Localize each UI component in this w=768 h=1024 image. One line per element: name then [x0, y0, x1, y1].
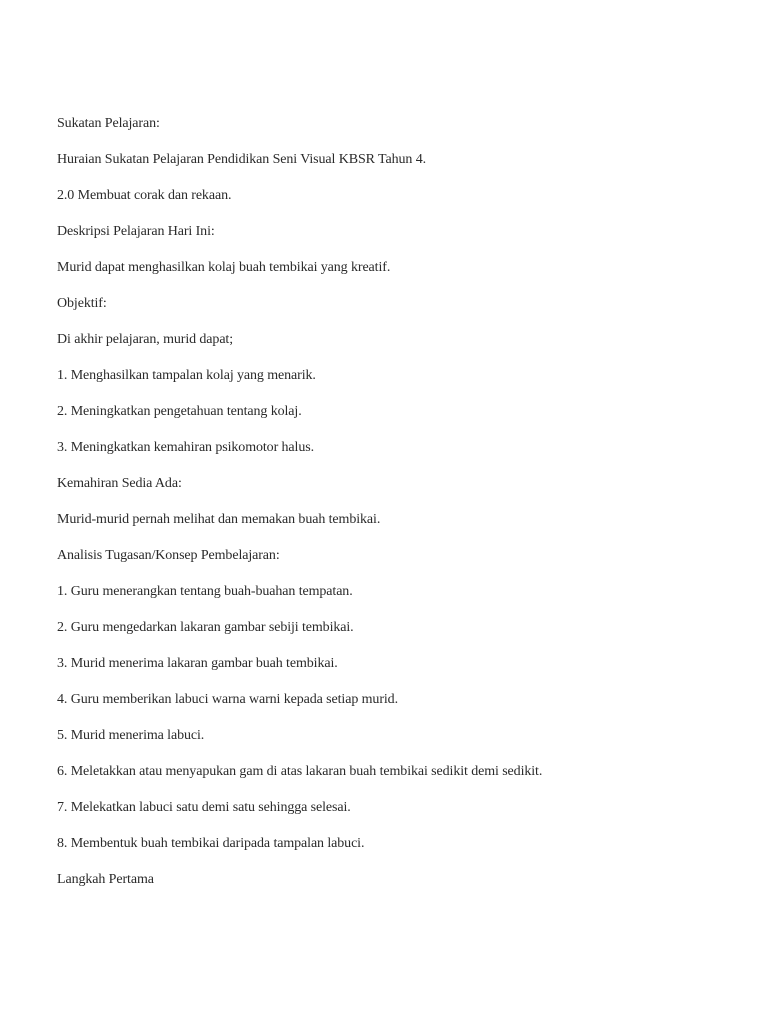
list-item-objective: 3. Meningkatkan kemahiran psikomotor halus.	[57, 440, 314, 455]
paragraph-prior-skills: Murid-murid pernah melihat dan memakan buah tembikai.	[57, 512, 381, 527]
document-body	[57, 114, 737, 906]
list-item-task-step: 2. Guru mengedarkan lakaran gambar sebiji tembikai.	[57, 620, 354, 635]
list-item-task-step: 1. Guru menerangkan tentang buah-buahan tempatan.	[57, 584, 353, 599]
list-item-objective: 2. Meningkatkan pengetahuan tentang kolaj.	[57, 404, 302, 419]
section-heading-objectives: Objektif:	[57, 296, 107, 311]
paragraph-objectives-intro: Di akhir pelajaran, murid dapat;	[57, 332, 234, 347]
section-heading-task-analysis: Analisis Tugasan/Konsep Pembelajaran:	[57, 548, 280, 563]
paragraph-syllabus-description: Huraian Sukatan Pelajaran Pendidikan Seni Visual KBSR Tahun 4.	[57, 152, 427, 167]
section-heading-prior-skills: Kemahiran Sedia Ada:	[57, 476, 182, 491]
list-item-task-step: 7. Melekatkan labuci satu demi satu sehingga selesai.	[57, 800, 351, 815]
paragraph-syllabus-item: 2.0 Membuat corak dan rekaan.	[57, 188, 232, 203]
list-item-task-step: 4. Guru memberikan labuci warna warni kepada setiap murid.	[57, 692, 398, 707]
list-item-task-step: 5. Murid menerima labuci.	[57, 728, 205, 743]
list-item-task-step: 3. Murid menerima lakaran gambar buah tembikai.	[57, 656, 338, 671]
list-item-task-step: 6. Meletakkan atau menyapukan gam di atas lakaran buah tembikai sedikit demi sedikit.	[57, 764, 543, 779]
paragraph-lesson-description: Murid dapat menghasilkan kolaj buah tembikai yang kreatif.	[57, 260, 391, 275]
section-heading-first-step: Langkah Pertama	[57, 872, 154, 887]
list-item-task-step: 8. Membentuk buah tembikai daripada tampalan labuci.	[57, 836, 365, 851]
list-item-objective: 1. Menghasilkan tampalan kolaj yang menarik.	[57, 368, 316, 383]
section-heading-syllabus: Sukatan Pelajaran:	[57, 116, 160, 131]
section-heading-lesson-description: Deskripsi Pelajaran Hari Ini:	[57, 224, 215, 239]
